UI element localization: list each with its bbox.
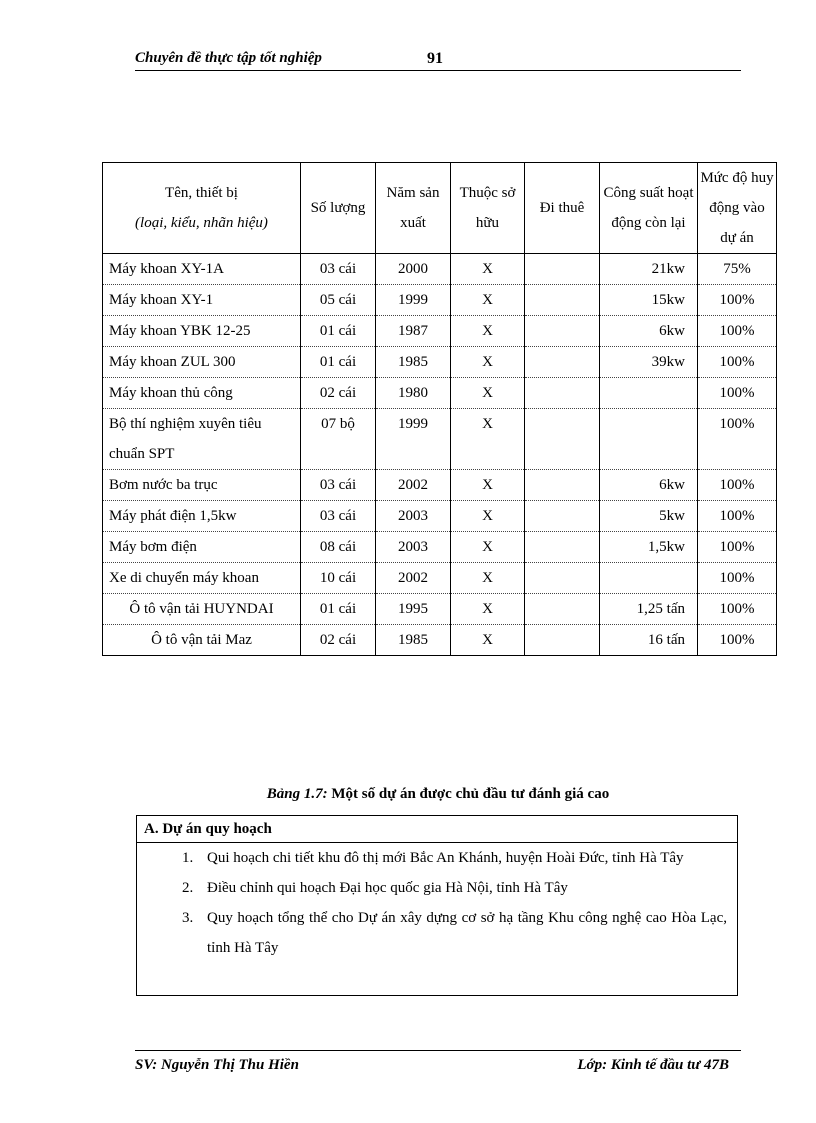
cell-rented [525,470,600,501]
cell-year: 1980 [376,378,451,409]
cell-capacity: 1,25 tấn [600,594,698,625]
cell-year: 2003 [376,501,451,532]
cell-mobilization: 100% [698,501,777,532]
list-item-text: Quy hoạch tổng thể cho Dự án xây dựng cơ sở hạ tầng Khu công nghệ cao Hòa Lạc, tỉnh Hà Tây [207,910,727,956]
cell-quantity: 01 cái [301,594,376,625]
cell-mobilization: 100% [698,532,777,563]
cell-capacity: 15kw [600,285,698,316]
cell-owned: X [451,254,525,285]
col-header-name-line1: Tên, thiết bị [165,185,238,201]
col-header-owned: Thuộc sở hữu [451,163,525,254]
cell-year: 1985 [376,347,451,378]
projects-section-title: A. Dự án quy hoạch [137,816,737,843]
cell-name: Máy khoan XY-1A [103,254,301,285]
cell-rented [525,594,600,625]
cell-quantity: 01 cái [301,316,376,347]
table-row [103,625,777,656]
cell-quantity: 05 cái [301,285,376,316]
list-item [137,903,737,963]
table-row [103,470,777,501]
cell-capacity: 6kw [600,316,698,347]
list-item-number: 3. [182,910,194,926]
cell-owned: X [451,594,525,625]
cell-mobilization: 100% [698,285,777,316]
cell-name: Máy khoan XY-1 [103,285,301,316]
cell-owned: X [451,532,525,563]
cell-capacity [600,378,698,409]
cell-year: 2003 [376,532,451,563]
cell-mobilization: 100% [698,378,777,409]
cell-capacity [600,563,698,594]
list-item-text: Điều chỉnh qui hoạch Đại học quốc gia Hà Nội, tỉnh Hà Tây [207,880,568,896]
cell-year: 1999 [376,285,451,316]
cell-mobilization: 100% [698,594,777,625]
cell-rented [525,563,600,594]
table-row [103,254,777,285]
equipment-table [102,162,777,656]
cell-name: Bơm nước ba trục [103,470,301,501]
cell-mobilization: 100% [698,347,777,378]
cell-quantity: 02 cái [301,378,376,409]
cell-year: 2000 [376,254,451,285]
table-row [103,316,777,347]
cell-name: Ô tô vận tải Maz [103,625,301,656]
cell-owned: X [451,625,525,656]
cell-mobilization: 100% [698,409,777,470]
cell-mobilization: 100% [698,563,777,594]
table-caption [135,786,741,803]
cell-rented [525,532,600,563]
cell-year: 1995 [376,594,451,625]
table-row [103,378,777,409]
cell-rented [525,347,600,378]
cell-capacity: 21kw [600,254,698,285]
col-header-name [103,163,301,254]
col-header-year: Năm sản xuất [376,163,451,254]
cell-year: 1985 [376,625,451,656]
cell-mobilization: 100% [698,316,777,347]
col-header-quantity: Số lượng [301,163,376,254]
caption-text: Một số dự án được chủ đầu tư đánh giá cao [331,786,610,802]
equipment-table-body [103,254,777,656]
table-row [103,563,777,594]
cell-rented [525,625,600,656]
cell-name: Máy khoan ZUL 300 [103,347,301,378]
list-item [137,843,737,873]
cell-owned: X [451,470,525,501]
cell-rented [525,409,600,470]
cell-year: 2002 [376,470,451,501]
projects-box [136,815,738,996]
cell-mobilization: 100% [698,470,777,501]
cell-name: Máy phát điện 1,5kw [103,501,301,532]
cell-rented [525,501,600,532]
cell-capacity: 39kw [600,347,698,378]
cell-rented [525,378,600,409]
list-item-number: 1. [182,850,194,866]
cell-rented [525,316,600,347]
cell-rented [525,254,600,285]
table-row [103,347,777,378]
cell-name: Ô tô vận tải HUYNDAI [103,594,301,625]
footer-student: SV: Nguyễn Thị Thu Hiền [135,1057,299,1073]
cell-mobilization: 100% [698,625,777,656]
cell-quantity: 08 cái [301,532,376,563]
cell-capacity: 1,5kw [600,532,698,563]
cell-quantity: 02 cái [301,625,376,656]
cell-rented [525,285,600,316]
cell-quantity: 10 cái [301,563,376,594]
cell-owned: X [451,378,525,409]
cell-name: Bộ thí nghiệm xuyên tiêu chuẩn SPT [103,409,301,470]
table-row [103,594,777,625]
cell-quantity: 07 bộ [301,409,376,470]
table-row [103,409,777,470]
page-header [135,48,741,71]
table-header-row [103,163,777,254]
col-header-capacity: Công suất hoạt động còn lại [600,163,698,254]
table-row [103,285,777,316]
caption-label: Bảng 1.7: [266,786,328,802]
cell-owned: X [451,285,525,316]
cell-name: Xe di chuyển máy khoan [103,563,301,594]
list-item [137,873,737,903]
col-header-mobilization: Mức độ huy động vào dự án [698,163,777,254]
cell-owned: X [451,409,525,470]
page-footer [135,1050,741,1075]
cell-quantity: 03 cái [301,501,376,532]
cell-owned: X [451,563,525,594]
cell-name: Máy bơm điện [103,532,301,563]
list-item-text: Qui hoạch chi tiết khu đô thị mới Bắc An Khánh, huyện Hoài Đức, tỉnh Hà Tây [207,850,684,866]
cell-owned: X [451,316,525,347]
cell-capacity: 16 tấn [600,625,698,656]
cell-year: 1999 [376,409,451,470]
table-row [103,501,777,532]
cell-name: Máy khoan YBK 12-25 [103,316,301,347]
cell-capacity: 5kw [600,501,698,532]
cell-year: 2002 [376,563,451,594]
cell-owned: X [451,347,525,378]
cell-mobilization: 75% [698,254,777,285]
cell-year: 1987 [376,316,451,347]
col-header-rented: Đi thuê [525,163,600,254]
cell-quantity: 03 cái [301,470,376,501]
table-row [103,532,777,563]
list-item-number: 2. [182,880,194,896]
cell-quantity: 01 cái [301,347,376,378]
projects-list [137,843,737,963]
cell-name: Máy khoan thủ công [103,378,301,409]
col-header-name-line2: (loại, kiểu, nhãn hiệu) [135,215,268,231]
page-number: 91 [427,50,443,67]
footer-class: Lớp: Kinh tế đầu tư 47B [577,1057,729,1073]
cell-quantity: 03 cái [301,254,376,285]
cell-capacity [600,409,698,470]
cell-owned: X [451,501,525,532]
document-title: Chuyên đề thực tập tốt nghiệp [135,50,322,66]
cell-capacity: 6kw [600,470,698,501]
